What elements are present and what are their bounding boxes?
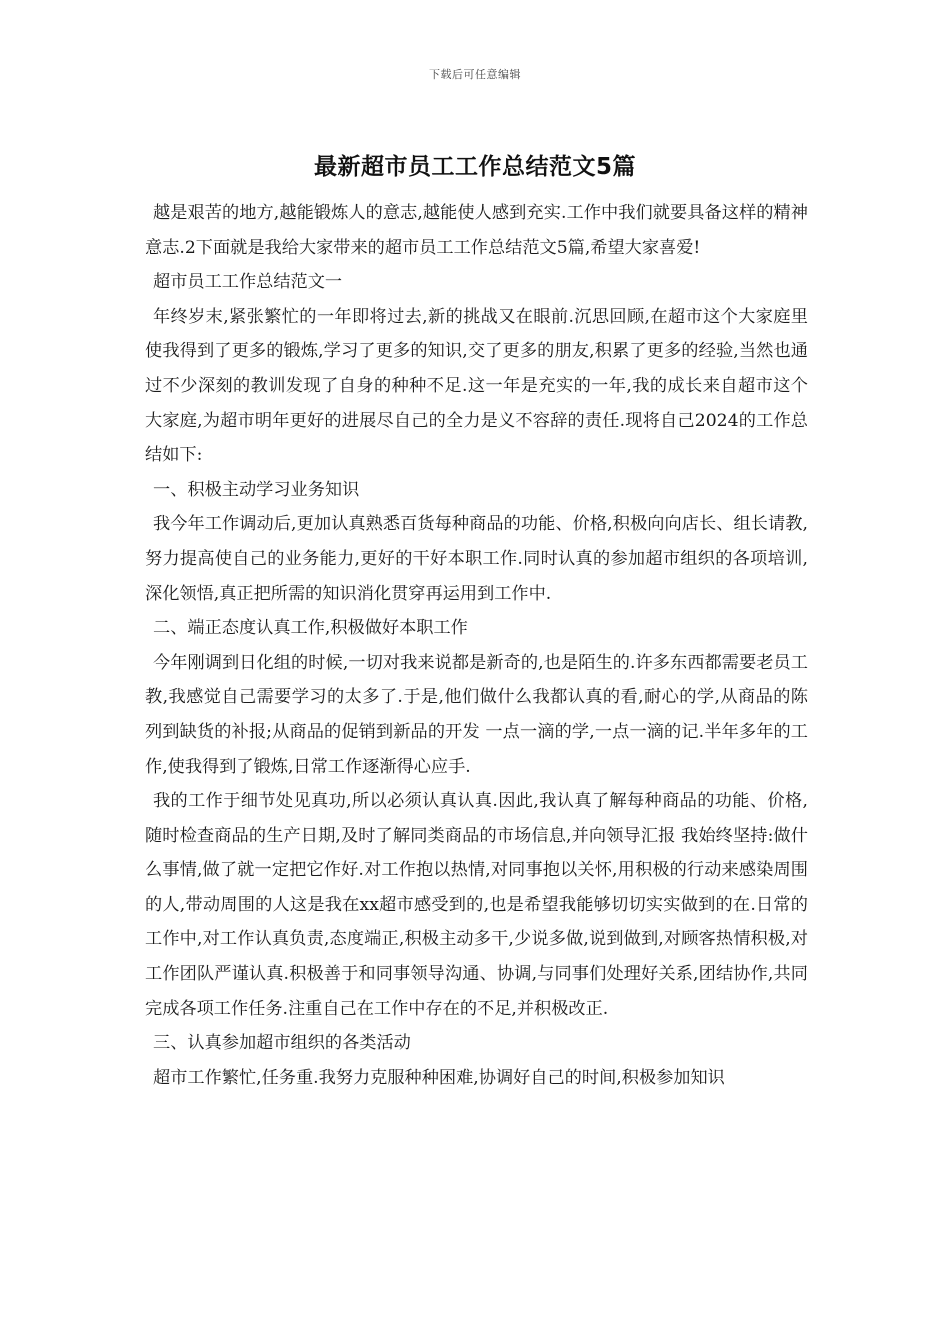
sub-heading: 二、端正态度认真工作,积极做好本职工作: [153, 618, 468, 639]
body-paragraph: 超市工作繁忙,任务重.我努力克服种种困难,协调好自己的时间,积极参加知识: [153, 1067, 725, 1088]
body-paragraph: 今年刚调到日化组的时候,一切对我来说都是新奇的,也是陌生的.许多东西都需要老员工教,我感觉自己需要学习的太多了.于是,他们做什么我都认真的看,耐心的学,从商品的陈列到缺货的补报;从商品的促销到新品的开发 一点一滴的学,一点一滴的记.半年多年的工作,使我得到了锻炼,日常工作逐渐得心应手.: [145, 652, 808, 777]
header-note: 下载后可任意编辑: [429, 68, 521, 81]
document-body: [145, 196, 808, 1095]
intro-paragraph: 越是艰苦的地方,越能锻炼人的意志,越能使人感到充实.工作中我们就要具备这样的精神意志.2下面就是我给大家带来的超市员工工作总结范文5篇,希望大家喜爱!: [145, 203, 808, 258]
body-paragraph: 我今年工作调动后,更加认真熟悉百货每种商品的功能、价格,积极向向店长、组长请教,努力提高使自己的业务能力,更好的干好本职工作.同时认真的参加超市组织的各项培训,深化领悟,真正把所需的知识消化贯穿再运用到工作中.: [145, 514, 808, 604]
sub-heading: 一、积极主动学习业务知识: [153, 479, 360, 500]
body-paragraph: 年终岁末,紧张繁忙的一年即将过去,新的挑战又在眼前.沉思回顾,在超市这个大家庭里使我得到了更多的锻炼,学习了更多的知识,交了更多的朋友,积累了更多的经验,当然也通过不少深刻的教训发现了自身的种种不足.这一年是充实的一年,我的成长来自超市这个大家庭,为超市明年更好的进展尽自己的全力是义不容辞的责任.现将自己2024的工作总结如下:: [145, 306, 808, 466]
document-title: 最新超市员工工作总结范文5篇: [313, 154, 636, 180]
sub-heading: 三、认真参加超市组织的各类活动: [153, 1033, 411, 1054]
section-heading: 超市员工工作总结范文一: [153, 272, 343, 293]
body-paragraph: 我的工作于细节处见真功,所以必须认真认真.因此,我认真了解每种商品的功能、价格,随时检查商品的生产日期,及时了解同类商品的市场信息,并向领导汇报 我始终坚持:做什么事情,做了就一定把它作好.对工作抱以热情,对同事抱以关怀,用积极的行动来感染周围的人,带动周围的人这是我在xx超市感受到的,也是希望我能够切切实实做到的在.日常的工作中,对工作认真负责,态度端正,积极主动多干,少说多做,说到做到,对顾客热情积极,对工作团队严谨认真.积极善于和同事领导沟通、协调,与同事们处理好关系,团结协作,共同完成各项工作任务.注重自己在工作中存在的不足,并积极改正.: [145, 791, 808, 1019]
